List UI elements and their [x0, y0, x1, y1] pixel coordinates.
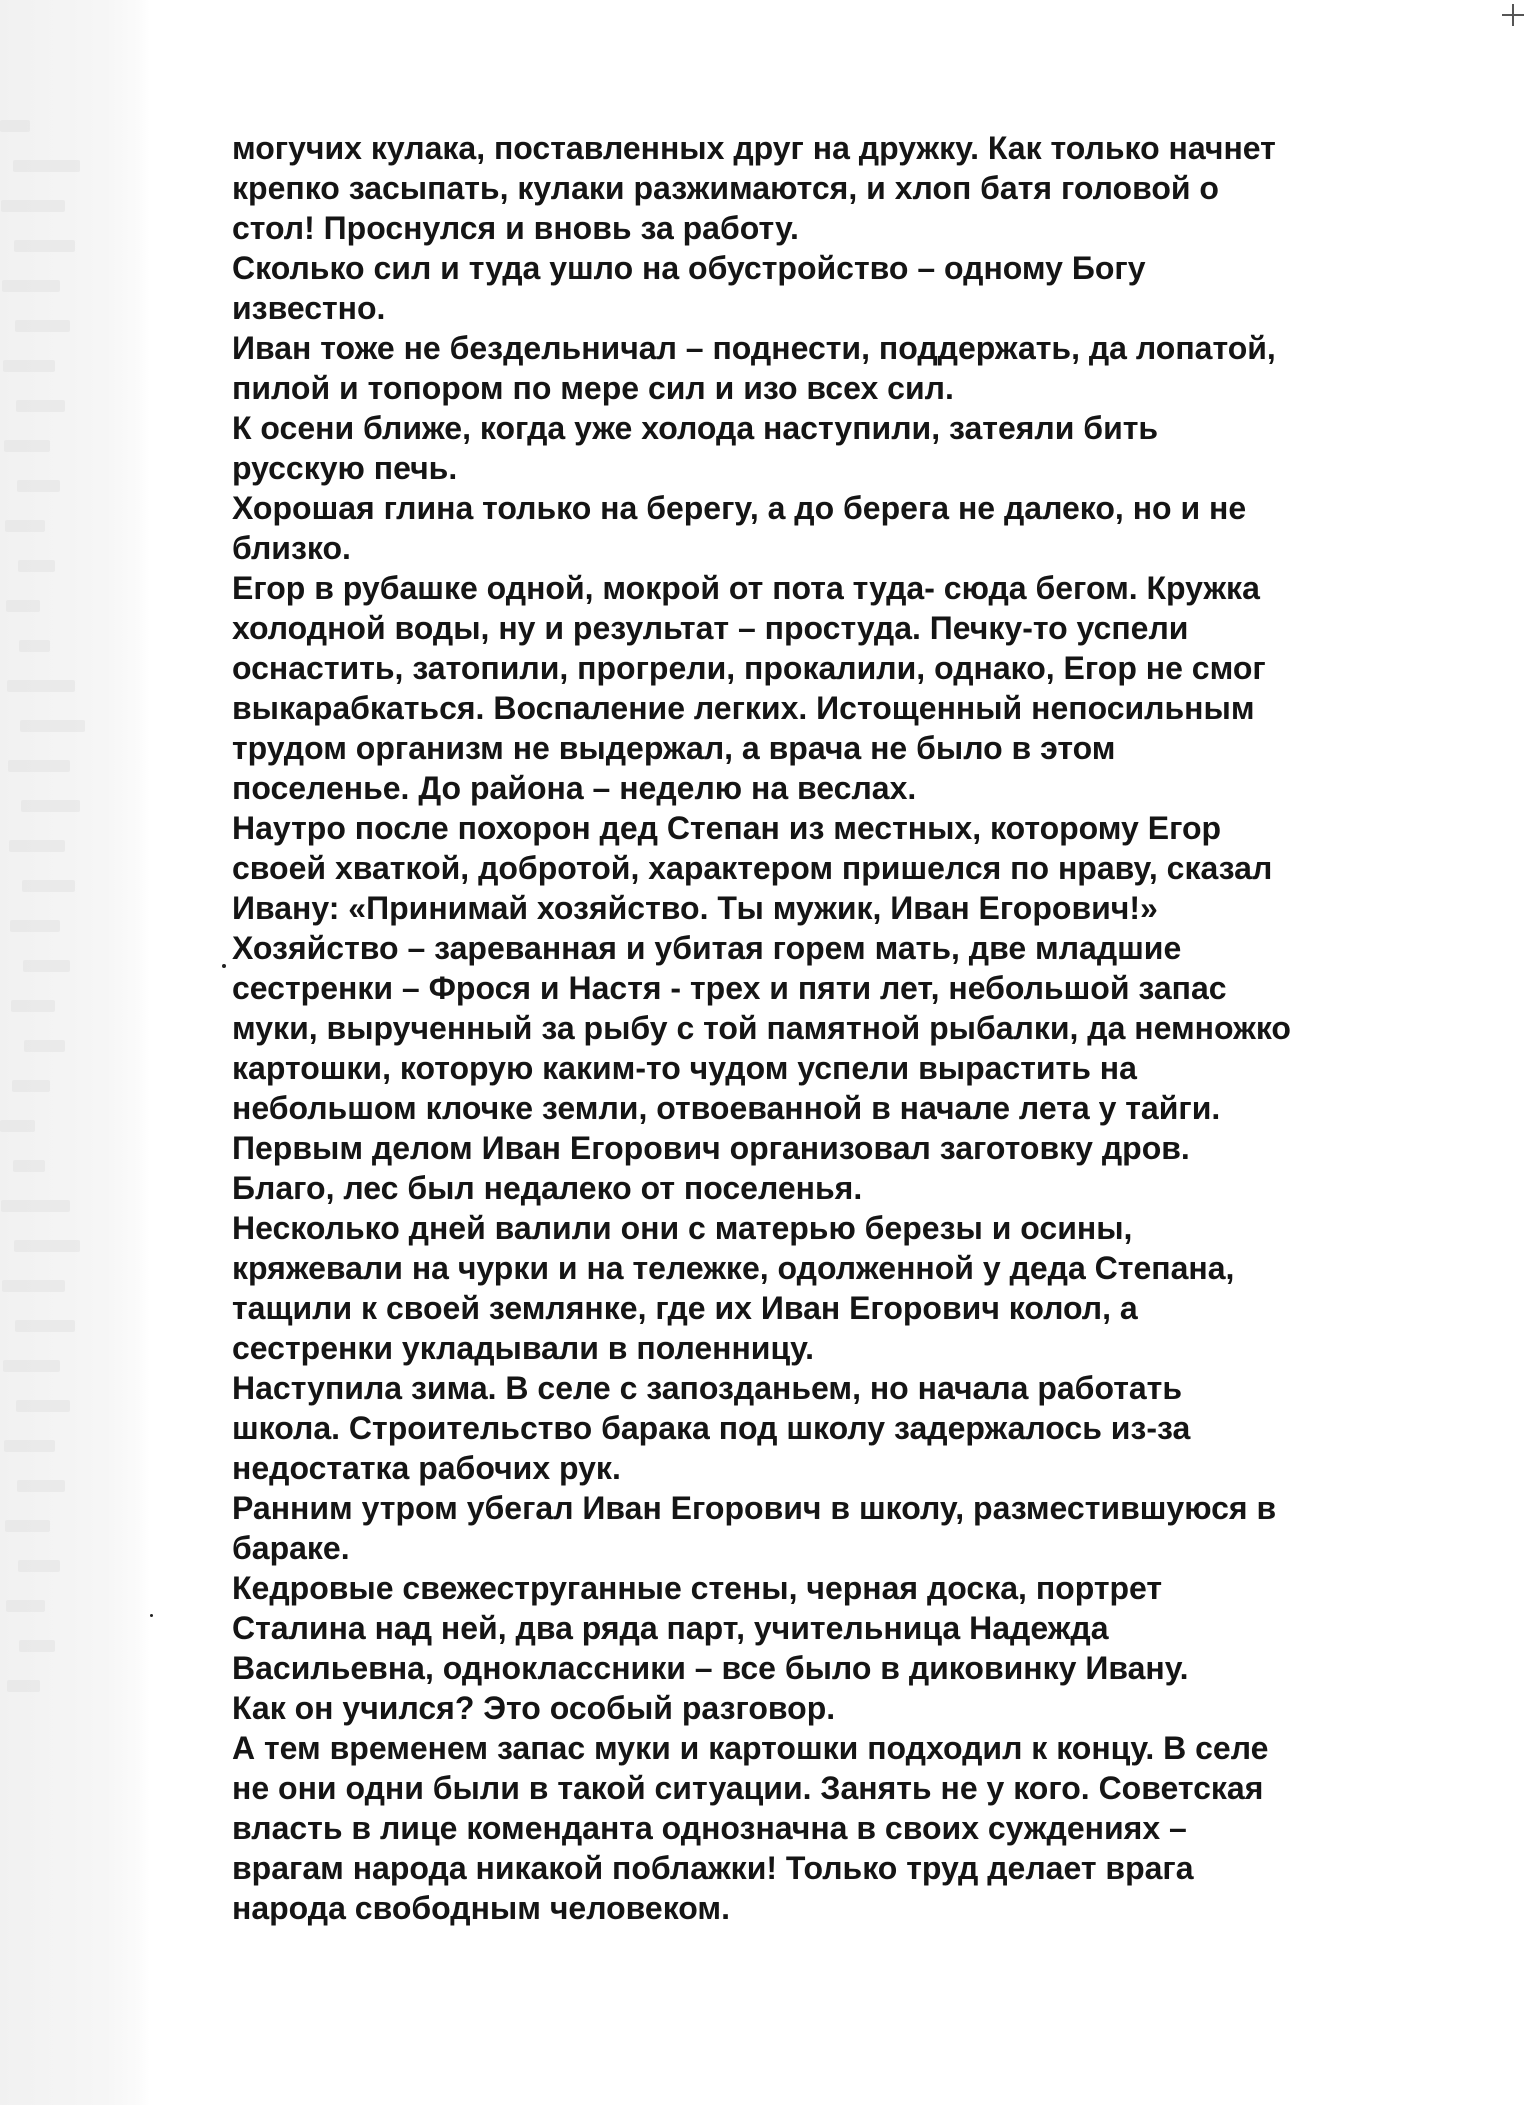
bleed-strip: [24, 1040, 65, 1052]
bleed-strip: [17, 1480, 65, 1492]
bleed-strip: [4, 1440, 55, 1452]
bleed-strip: [7, 680, 75, 692]
text-line: власть в лице коменданта однозначна в своих суждениях –: [232, 1810, 1187, 1846]
text-line: Егор в рубашке одной, мокрой от пота туда- сюда бегом. Кружка: [232, 570, 1260, 606]
text-line: Кедровые свежеструганные стены, черная доска, портрет: [232, 1570, 1163, 1606]
bleed-strip: [2, 280, 60, 292]
text-line: муки, вырученный за рыбу с той памятной рыбалки, да немножко: [232, 1010, 1291, 1046]
bleed-strip: [21, 800, 80, 812]
bleed-strip: [2, 1280, 65, 1292]
bleed-strip: [8, 760, 70, 772]
bleed-strip: [19, 640, 50, 652]
bleed-strip: [18, 560, 55, 572]
text-line: кряжевали на чурки и на тележке, одолженной у деда Степана,: [232, 1250, 1235, 1286]
bleed-strip: [18, 1560, 60, 1572]
text-line: небольшом клочке земли, отвоеванной в начале лета у тайги.: [232, 1090, 1221, 1126]
bleed-strip: [6, 1600, 45, 1612]
bleed-strip: [14, 1240, 80, 1252]
text-line: Сколько сил и туда ушло на обустройство – одному Богу: [232, 250, 1146, 286]
text-line: Несколько дней валили они с матерью березы и осины,: [232, 1210, 1133, 1246]
text-line: известно.: [232, 290, 386, 326]
text-line: Хорошая глина только на берегу, а до берега не далеко, но и не: [232, 490, 1247, 526]
text-line: оснастить, затопили, прогрели, прокалили, однако, Егор не смог: [232, 650, 1266, 686]
bleed-strip: [13, 160, 80, 172]
text-line: тащили к своей землянке, где их Иван Егорович колол, а: [232, 1290, 1138, 1326]
bleed-strip: [17, 480, 60, 492]
bleed-strip: [5, 1520, 50, 1532]
text-line: бараке.: [232, 1530, 350, 1566]
stray-dot-mark: [222, 964, 226, 968]
bleed-strip: [4, 440, 50, 452]
text-line: К осени ближе, когда уже холода наступили, затеяли бить: [232, 410, 1159, 446]
bleed-strip: [7, 1680, 40, 1692]
text-line: Первым делом Иван Егорович организовал заготовку дров.: [232, 1130, 1190, 1166]
text-line: стол! Проснулся и вновь за работу.: [232, 210, 799, 246]
text-line: Иван тоже не бездельничал – поднести, поддержать, да лопатой,: [232, 330, 1276, 366]
text-line: Сталина над ней, два ряда парт, учительница Надежда: [232, 1610, 1109, 1646]
text-line: сестренки укладывали в поленницу.: [232, 1330, 815, 1366]
bleed-strip: [6, 600, 40, 612]
text-line: Наутро после похорон дед Степан из местных, которому Егор: [232, 810, 1222, 846]
text-line: народа свободным человеком.: [232, 1890, 730, 1926]
bleed-strip: [15, 320, 70, 332]
text-line: своей хваткой, добротой, характером пришелся по нраву, сказал: [232, 850, 1273, 886]
scan-corner-mark: [1502, 4, 1524, 26]
bleed-strip: [16, 400, 65, 412]
bleed-strip: [1, 1200, 70, 1212]
text-line: не они одни были в такой ситуации. Занять не у кого. Советская: [232, 1770, 1264, 1806]
text-line: А тем временем запас муки и картошки подходил к концу. В селе: [232, 1730, 1269, 1766]
bleed-strip: [16, 1400, 70, 1412]
text-line: холодной воды, ну и результат – простуда. Печку-то успели: [232, 610, 1189, 646]
text-line: школа. Строительство барака под школу задержалось из-за: [232, 1410, 1191, 1446]
bleed-strip: [12, 1080, 50, 1092]
bleed-strip: [9, 840, 65, 852]
bleed-strip: [19, 1640, 55, 1652]
text-line: Наступила зима. В селе с запозданьем, но начала работать: [232, 1370, 1182, 1406]
text-line: Как он учился? Это особый разговор.: [232, 1690, 836, 1726]
text-line: пилой и топором по мере сил и изо всех сил.: [232, 370, 954, 406]
bleed-strip: [15, 1320, 75, 1332]
text-line: Ивану: «Принимай хозяйство. Ты мужик, Иван Егорович!»: [232, 890, 1158, 926]
text-line: поселенье. До района – неделю на веслах.: [232, 770, 917, 806]
bleed-strip: [1, 200, 65, 212]
text-line: врагам народа никакой поблажки! Только труд делает врага: [232, 1850, 1194, 1886]
bleed-strip: [0, 120, 30, 132]
bleed-through-text: [0, 120, 70, 1720]
bleed-strip: [3, 1360, 60, 1372]
text-line: русскую печь.: [232, 450, 458, 486]
text-line: картошки, которую каким-то чудом успели вырастить на: [232, 1050, 1137, 1086]
text-line: трудом организм не выдержал, а врача не было в этом: [232, 730, 1116, 766]
bleed-strip: [5, 520, 45, 532]
bleed-strip: [3, 360, 55, 372]
text-line: сестренки – Фрося и Настя - трех и пяти лет, небольшой запас: [232, 970, 1227, 1006]
text-line: могучих кулака, поставленных друг на дружку. Как только начнет: [232, 130, 1276, 166]
document-text-block: [232, 128, 1412, 1928]
bleed-strip: [11, 1000, 55, 1012]
stray-dot-mark: [150, 1614, 153, 1617]
bleed-strip: [22, 880, 75, 892]
text-line: Хозяйство – зареванная и убитая горем мать, две младшие: [232, 930, 1182, 966]
text-line: недостатка рабочих рук.: [232, 1450, 621, 1486]
text-line: крепко засыпать, кулаки разжимаются, и хлоп батя головой о: [232, 170, 1219, 206]
bleed-strip: [10, 920, 60, 932]
text-line: Благо, лес был недалеко от поселенья.: [232, 1170, 863, 1206]
bleed-strip: [23, 960, 70, 972]
text-line: Ранним утром убегал Иван Егорович в школу, разместившуюся в: [232, 1490, 1277, 1526]
text-line: выкарабкаться. Воспаление легких. Истощенный непосильным: [232, 690, 1255, 726]
bleed-strip: [20, 720, 85, 732]
text-line: Васильевна, одноклассники – все было в диковинку Ивану.: [232, 1650, 1189, 1686]
bleed-strip: [13, 1160, 45, 1172]
text-line: близко.: [232, 530, 351, 566]
bleed-strip: [0, 1120, 35, 1132]
bleed-strip: [14, 240, 75, 252]
